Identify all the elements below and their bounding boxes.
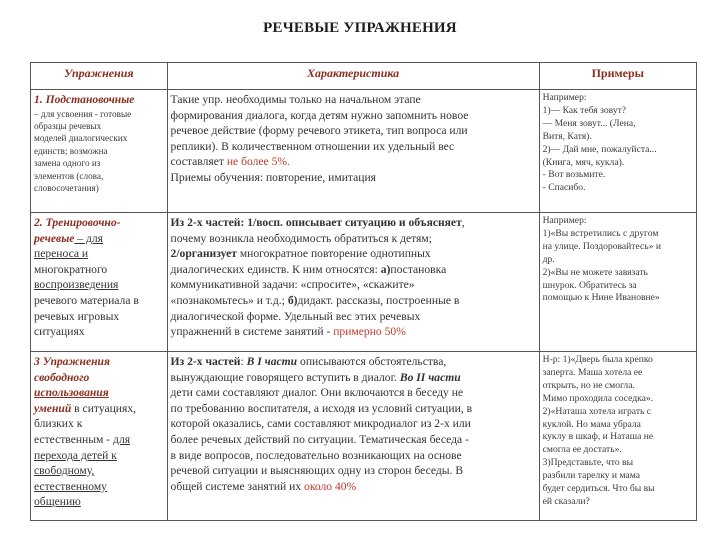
- exercise-purpose-line: естественному: [34, 479, 107, 493]
- exercise-name-line: [34, 231, 164, 247]
- exercise-cell: [31, 213, 168, 352]
- exercises-table: [30, 62, 697, 521]
- example-line: 1)«Вы встретились с другом: [542, 227, 659, 239]
- example-line: заперта. Маша хотела ее: [542, 366, 643, 378]
- characteristic-line: [171, 293, 536, 309]
- exercise-purpose-line: близких к: [34, 417, 83, 431]
- exercise-cell: [31, 352, 168, 521]
- exercise-purpose-line: ситуациях: [34, 325, 85, 339]
- exercise-purpose-line: словосочетания): [34, 183, 99, 194]
- characteristic-line: диалогической форме. Удельный вес этих речевых: [170, 309, 421, 323]
- example-line: (Книга, мяч, кукла).: [542, 156, 625, 168]
- header-characteristics: Характеристика: [167, 63, 539, 90]
- intro-part: ,: [461, 216, 465, 229]
- example-line: 2)— Дай мне, пожалуйста...: [542, 143, 657, 155]
- characteristic-cell: [167, 352, 539, 521]
- text-part: вынуждающие говорящего вступить в диалог.: [170, 370, 400, 384]
- exercise-purpose-part: естественным -: [34, 432, 114, 446]
- text-bold: б): [287, 293, 298, 307]
- characteristic-line: почему возникла необходимость обратиться к детям;: [170, 231, 432, 245]
- exercise-name: 2. Тренировочно-: [34, 216, 121, 229]
- examples-cell: [539, 213, 696, 352]
- characteristic-line: по требованию воспитателя, а исходя из условий ситуации, в: [170, 401, 473, 415]
- text-part: постановка: [390, 262, 447, 276]
- intro-part: Из 2-х частей: 1/восп.: [170, 216, 286, 229]
- exercise-purpose-line: воспроизведения: [34, 278, 119, 292]
- exercise-purpose-line: общению: [34, 495, 81, 509]
- table-row: [31, 213, 697, 352]
- share-prefix: общей системе занятий их: [170, 479, 305, 493]
- example-line: смогла ее достать».: [542, 444, 622, 456]
- share-value: примерно 50%: [333, 325, 406, 339]
- exercise-name-part: речевые: [34, 231, 75, 245]
- characteristic-line: [171, 479, 536, 495]
- exercise-purpose-line: речевых игровых: [34, 309, 120, 323]
- text-part: диалогических единств. К ним относятся:: [170, 262, 381, 276]
- exercise-purpose-line: [34, 432, 164, 448]
- exercise-purpose-line: речевого материала в: [34, 293, 139, 307]
- characteristic-line: [171, 246, 536, 262]
- exercise-purpose-line: многократного: [34, 262, 108, 276]
- example-line: будет сердиться. Что бы вы: [542, 483, 655, 495]
- example-line: 2)«Наташа хотела играть с: [542, 405, 652, 417]
- share-value: не более 5%.: [226, 155, 290, 169]
- example-line: шнурок. Обратитесь за: [542, 279, 637, 291]
- example-line: Мимо проходила соседка».: [542, 392, 654, 404]
- example-line: на улице. Поздоровайтесь» и: [542, 240, 661, 252]
- characteristic-line: более речевых действий по ситуации. Тематическая беседа -: [170, 432, 469, 446]
- example-line: 3)Представьте, что вы: [542, 457, 634, 469]
- exercise-name: 1. Подстановочные: [34, 93, 135, 106]
- characteristic-line: Такие упр. необходимы только на начальном этапе: [170, 93, 421, 106]
- exercise-purpose-line: образцы речевых: [34, 121, 102, 131]
- characteristic-line: в виде вопросов, последовательно возникающих на основе: [170, 448, 462, 462]
- exercise-name-line: свободного: [34, 370, 90, 384]
- example-line: Например:: [542, 92, 587, 103]
- page-title: РЕЧЕВЫЕ УПРАЖНЕНИЯ: [263, 20, 457, 36]
- exercise-purpose-line: – для усвоения - готовые: [34, 108, 132, 119]
- example-line: - Вот возьмите.: [542, 169, 606, 181]
- exercise-purpose-line: единств; возможна: [34, 145, 108, 156]
- example-line: Н-р: 1)«Дверь была крепко: [542, 354, 653, 365]
- characteristic-line: которой оказались, сами составляют микродиалог из 2-х или: [170, 417, 471, 431]
- characteristic-line: речевое действие (форму речевого этикета, тип вопроса или: [170, 124, 468, 138]
- characteristic-line: формирования диалога, когда детям нужно запомнить новое: [170, 108, 469, 122]
- characteristic-cell: [167, 213, 539, 352]
- text-bold: Из 2-х частей: [170, 355, 241, 368]
- text-bold-italic: Во II части: [399, 370, 461, 384]
- characteristic-line: дети сами составляют диалог. Они включаются в беседу не: [170, 386, 464, 400]
- example-line: Витя, Катя).: [542, 130, 592, 142]
- exercise-name-part: умений: [34, 401, 72, 415]
- characteristic-line: [171, 215, 536, 231]
- example-line: — Меня зовут... (Лена,: [542, 117, 636, 129]
- characteristic-line: [171, 154, 536, 170]
- text-part: многократное повторение однотипных: [236, 247, 431, 261]
- intro-bold: описывает ситуацию и объясняет: [285, 216, 462, 229]
- text-part: дидакт. рассказы, построенные в: [297, 293, 460, 307]
- text-bold: а): [380, 262, 391, 276]
- header-examples: Примеры: [539, 63, 696, 90]
- example-line: - Спасибо.: [542, 182, 586, 194]
- example-line: куклой. Но мама убрала: [542, 418, 641, 430]
- characteristic-line: [171, 354, 536, 370]
- exercise-name-line: [34, 401, 164, 417]
- methods-line: Приемы обучения: повторение, имитация: [170, 170, 376, 184]
- exercise-purpose-line: перехода детей к: [34, 448, 117, 462]
- exercise-name: 3 Упражнения: [34, 355, 110, 368]
- exercise-purpose-line: элементов (слова,: [34, 170, 104, 181]
- characteristic-line: [171, 262, 536, 278]
- characteristic-line: речевой ситуации и выясняющих одну из сторон беседы. В: [170, 464, 464, 478]
- exercise-purpose-part: – для: [74, 231, 104, 245]
- examples-cell: [539, 352, 696, 521]
- exercise-purpose-line: переноса и: [34, 247, 89, 261]
- example-line: помощью к Нине Ивановне»: [542, 292, 660, 304]
- characteristic-cell: [167, 90, 539, 213]
- exercise-name-line: использования: [34, 386, 109, 400]
- exercise-cell: [31, 90, 168, 213]
- example-line: разбили тарелку и мама: [542, 470, 640, 482]
- exercise-purpose-part: для: [113, 432, 131, 446]
- text-bold-italic: В I части: [246, 355, 298, 368]
- text-part: «познакомьтесь» и т.д.;: [170, 293, 288, 307]
- header-exercises: Упражнения: [31, 63, 168, 90]
- share-value: около 40%: [304, 479, 357, 493]
- example-line: 2)«Вы не можете завязать: [542, 266, 648, 278]
- example-line: открыть, но не смогла.: [542, 379, 635, 391]
- text-part: :: [240, 355, 247, 368]
- exercise-purpose-line: свободному,: [34, 464, 95, 478]
- table-row: [31, 90, 697, 213]
- characteristic-line: реплики). В количественном отношении их удельный вес: [170, 139, 455, 153]
- text-part: описываются обстоятельства,: [297, 355, 447, 368]
- characteristic-line: [171, 370, 536, 386]
- table-header-row: [31, 63, 697, 90]
- characteristic-line: коммуникативной задачи: «спросите», «скажите»: [170, 278, 415, 292]
- example-line: ей сказали?: [542, 495, 590, 507]
- text-bold: 2/организует: [170, 247, 237, 261]
- example-line: 1)— Как тебя зовут?: [542, 104, 627, 116]
- example-line: Например:: [542, 215, 587, 226]
- exercise-purpose-part: в ситуациях,: [71, 401, 137, 415]
- table-row: [31, 352, 697, 521]
- share-prefix: составляет: [170, 155, 227, 169]
- characteristic-line: [171, 324, 536, 340]
- share-prefix: упражнений в системе занятий -: [170, 325, 334, 339]
- exercise-purpose-line: моделей диалогических: [34, 133, 128, 144]
- examples-cell: [539, 90, 696, 213]
- exercise-purpose-line: замена одного из: [34, 158, 101, 169]
- example-line: др.: [542, 253, 555, 265]
- example-line: куклу в шкаф, и Наташа не: [542, 431, 654, 443]
